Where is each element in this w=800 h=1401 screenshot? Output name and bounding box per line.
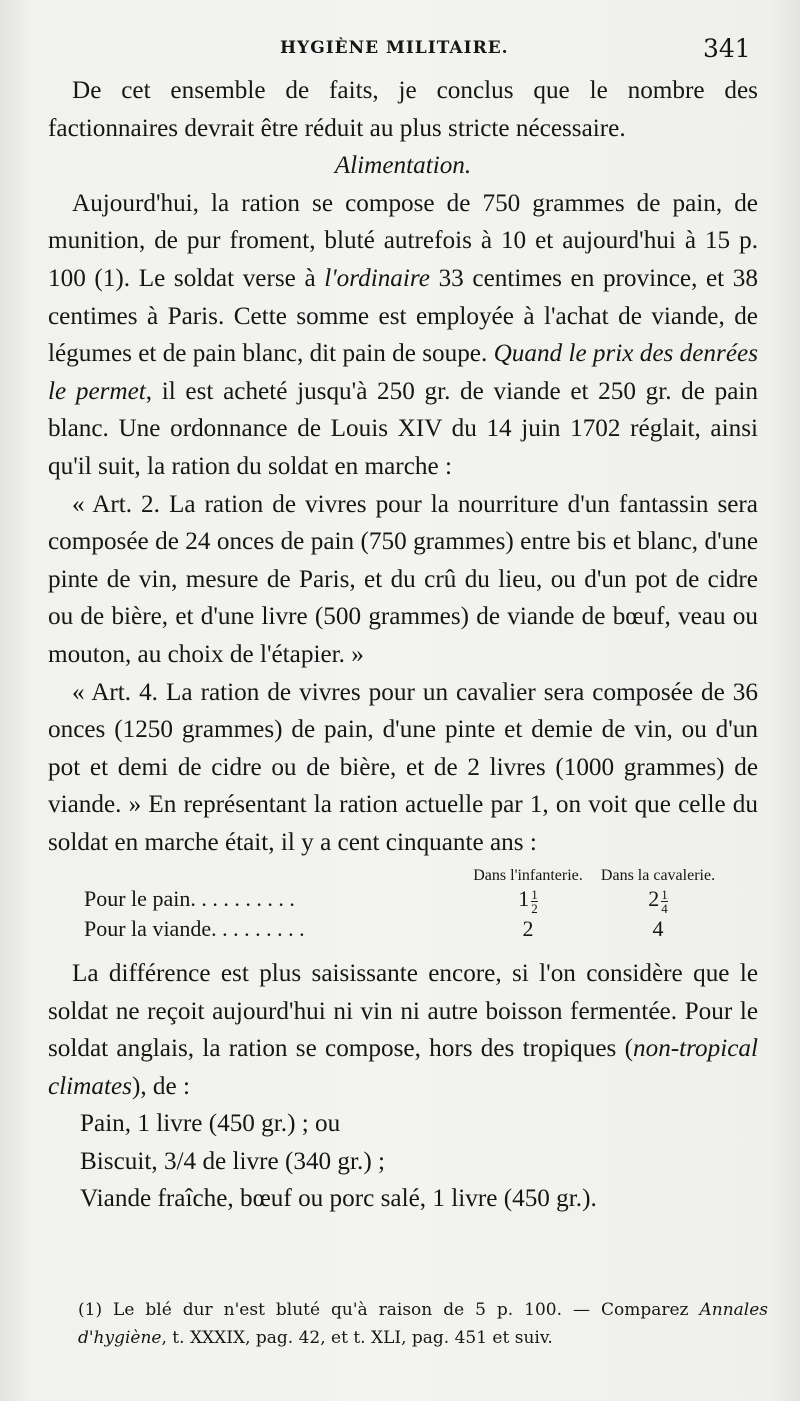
list-item: Pain, 1 livre (450 gr.) ; ou bbox=[80, 1110, 341, 1138]
table-row bbox=[48, 915, 758, 943]
fraction: $\frac{1}{4}$ bbox=[661, 886, 668, 916]
list-item: Biscuit, 3/4 de livre (340 gr.) ; bbox=[80, 1147, 386, 1175]
english-ration-list bbox=[48, 1105, 758, 1218]
paragraph-english-part2: ), de : bbox=[131, 1072, 191, 1100]
paragraph-article-4: « Art. 4. La ration de vivres pour un cavalier sera composée de 36 onces (1250 grammes) de pain, d'une pinte et demie de vin, ou d'un pot et demi de cidre ou de bière, et de 2 livres (1000 grammes) de viande. » En représentant la ration actuelle par 1, on voit que celle du soldat en marche était, il y a cent cinquante ans : bbox=[48, 678, 758, 856]
section-title: Alimentation. bbox=[334, 152, 472, 180]
paragraph-ration-italic2: Quand le prix des denrées le permet bbox=[48, 340, 758, 405]
row-label: Pour le pain. . . . . . . . . . bbox=[84, 886, 295, 912]
footnote-part2: , t. XXXIX, pag. 42, et t. XLI, pag. 451 et suiv. bbox=[161, 1328, 553, 1348]
footnote-part1: (1) Le blé dur n'est bluté qu'à raison de 5 p. 100. — Comparez bbox=[78, 1300, 700, 1320]
cavalry-value: 4 bbox=[652, 915, 664, 941]
paragraph-factionnaires: De cet ensemble de faits, je conclus que le nombre des factionnaires devrait être réduit au plus stricte nécessaire. bbox=[48, 77, 758, 142]
paragraph-ration-part1: Aujourd'hui, la ration se compose de 750 grammes de pain, de munition, de pur froment, bluté autrefois à 10 et aujourd'hui à 15 p. 100 (1). Le soldat verse à bbox=[48, 189, 758, 292]
body-text bbox=[48, 72, 758, 1218]
col-cavalry-header: Dans la cavalerie. bbox=[600, 867, 716, 885]
footnote bbox=[78, 1296, 768, 1352]
running-title: HYGIÈNE MILITAIRE. bbox=[280, 38, 509, 58]
ratio-table bbox=[48, 867, 758, 942]
paragraph-article-2: « Art. 2. La ration de vivres pour la nourriture d'un fantassin sera composée de 24 onces de pain (750 grammes) entre bis et blanc, d'une pinte de vin, mesure de Paris, et du crû du lieu, ou d'un pot de cidre ou de bière, et d'une livre (500 grammes) de viande de bœuf, veau ou mouton, au choix de l'étapier. » bbox=[48, 490, 758, 668]
page-number: 341 bbox=[703, 34, 751, 63]
paragraph-english-italic: non-tropical climates bbox=[48, 1035, 758, 1100]
paragraph-ration bbox=[48, 185, 758, 486]
infantry-value: 1 $\frac{1}{2}$ bbox=[518, 886, 538, 916]
row-label: Pour la viande. . . . . . . . . bbox=[84, 915, 305, 941]
paragraph-ration-part2: 33 centimes en province, et 38 centimes à Paris. Cette somme est employée à l'achat de viande, de légumes et de pain blanc, dit pain de soupe. bbox=[48, 264, 758, 368]
list-item: Viande fraîche, bœuf ou porc salé, 1 livre (450 gr.). bbox=[80, 1185, 597, 1213]
ratio-table-header bbox=[48, 867, 758, 885]
col-infantry-header: Dans l'infanterie. bbox=[473, 867, 583, 885]
fraction: $\frac{1}{2}$ bbox=[531, 886, 538, 916]
paragraph-ration-part3: , il est acheté jusqu'à 250 gr. de viande et 250 gr. de pain blanc. Une ordonnance de Louis XIV du 14 juin 1702 réglait, ainsi qu'il suit, la ration du soldat en marche : bbox=[48, 377, 758, 480]
paragraph-english-part1: La différence est plus saisissante encore, si l'on considère que le soldat ne reçoit aujourd'hui ni vin ni autre boisson fermentée. Pour le soldat anglais, la ration se compose, hors des tropiques ( bbox=[48, 959, 758, 1063]
table-row bbox=[48, 885, 758, 914]
infantry-value: 2 bbox=[522, 915, 534, 941]
footnote-italic: Annales d'hygiène bbox=[78, 1300, 768, 1348]
page-header bbox=[0, 34, 800, 74]
cavalry-value: 2 $\frac{1}{4}$ bbox=[648, 886, 668, 916]
paragraph-ration-italic1: l'ordinaire bbox=[324, 264, 430, 292]
paragraph-english-soldier bbox=[48, 955, 758, 1105]
